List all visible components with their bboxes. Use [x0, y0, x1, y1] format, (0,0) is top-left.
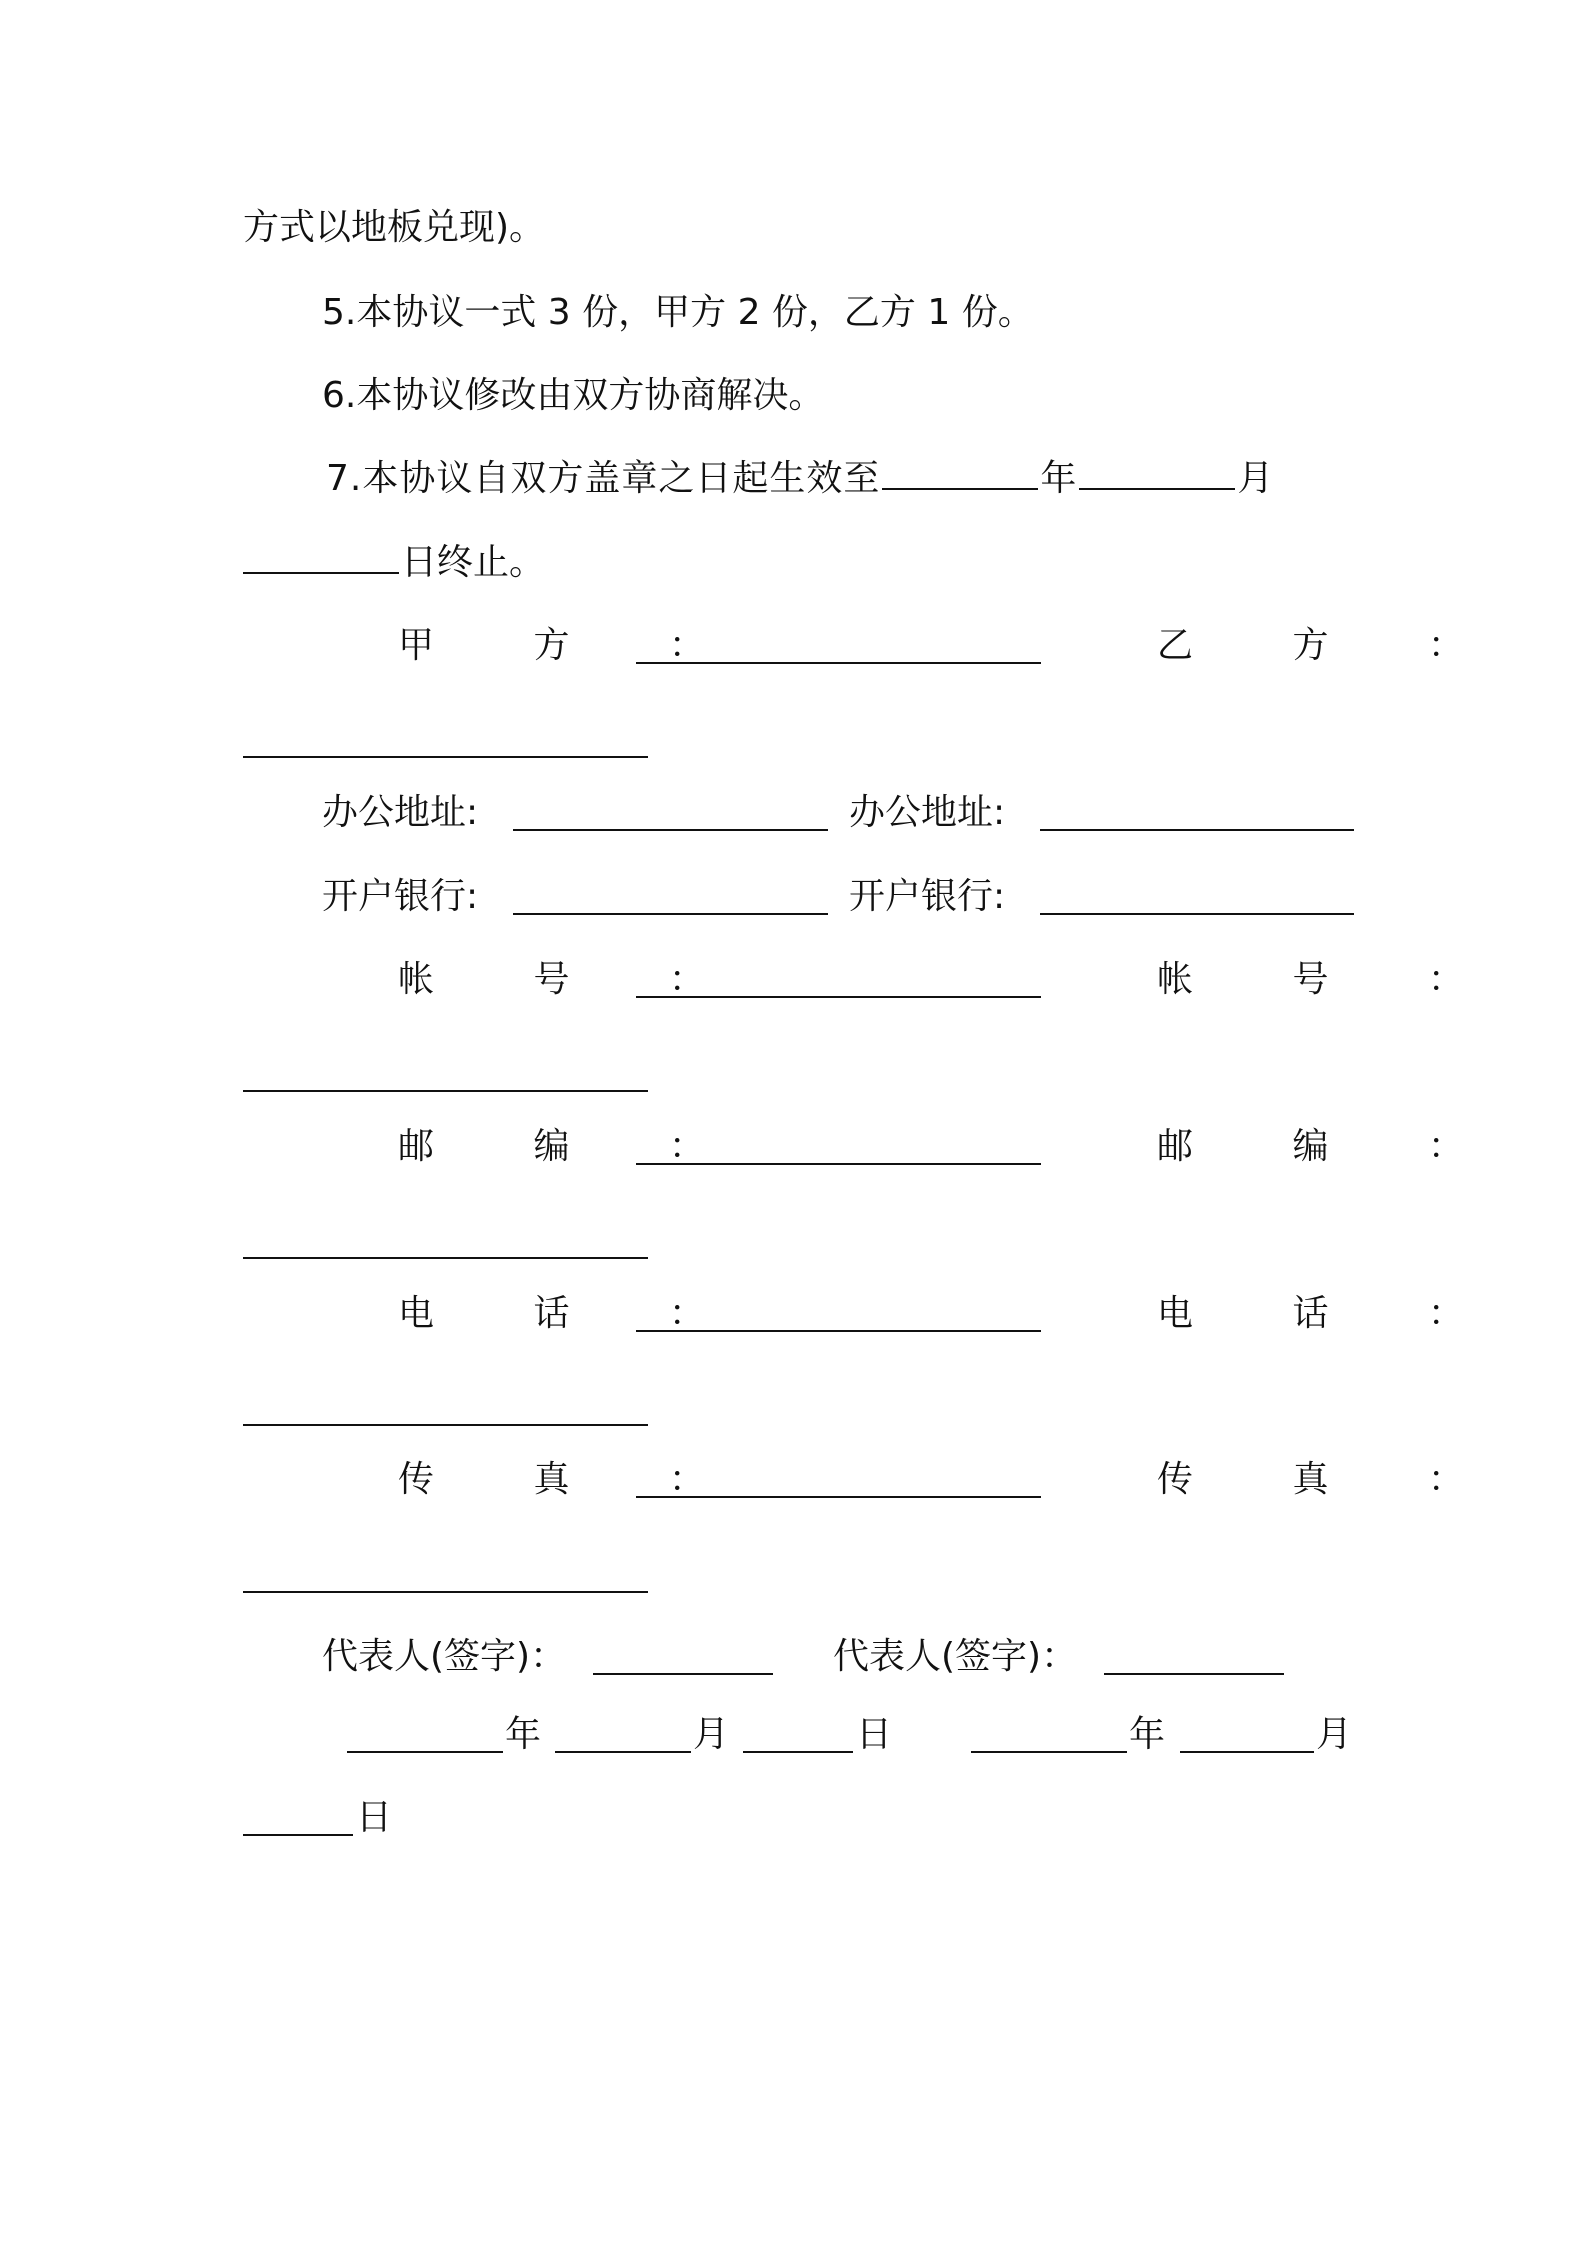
effective-year-blank[interactable]	[882, 458, 1038, 490]
party-b-date-day-label: 日	[356, 1797, 393, 1838]
party-b-representative-blank[interactable]	[1104, 1673, 1284, 1675]
clause-7	[326, 456, 1274, 502]
clause-7-end	[243, 540, 545, 586]
party-b-bank-blank[interactable]	[1040, 913, 1354, 915]
party-b-account-label: 帐 号 ：	[1157, 959, 1508, 1000]
party-a-fax-label: 传 真 ：	[398, 1459, 749, 1500]
party-a-account-blank[interactable]	[636, 996, 1041, 998]
party-b-fax-label: 传 真 ：	[1157, 1459, 1508, 1500]
party-a-date-day-blank[interactable]	[743, 1751, 853, 1753]
party-b-fax-blank[interactable]	[243, 1591, 648, 1593]
party-a-date-month-blank[interactable]	[555, 1751, 691, 1753]
party-a-label: 甲 方 ：	[398, 625, 749, 666]
clause-7-text: 7.本协议自双方盖章之日起生效至	[326, 458, 881, 499]
party-a-bank-blank[interactable]	[513, 913, 828, 915]
party-a-date-year-blank[interactable]	[347, 1751, 503, 1753]
party-a-postcode-blank[interactable]	[636, 1163, 1041, 1165]
party-b-date-day-blank[interactable]	[243, 1834, 353, 1836]
party-b-date-year-blank[interactable]	[971, 1751, 1127, 1753]
party-b-bank-label: 开户银行:	[849, 876, 1006, 917]
party-a-office-address-blank[interactable]	[513, 829, 828, 831]
clause-6: 6.本协议修改由双方协商解决。	[322, 375, 825, 416]
party-b-phone-label: 电 话 ：	[1157, 1293, 1508, 1334]
clause-5: 5.本协议一式 3 份，甲方 2 份，乙方 1 份。	[322, 292, 1034, 333]
party-b-label: 乙 方 ：	[1157, 625, 1508, 666]
party-b-postcode-label: 邮 编 ：	[1157, 1126, 1508, 1167]
party-b-date-year-label: 年	[1129, 1714, 1166, 1755]
effective-day-blank[interactable]	[243, 542, 399, 574]
party-b-date-month-label: 月	[1316, 1714, 1353, 1755]
party-a-date-month-label: 月	[693, 1714, 730, 1755]
party-a-office-address-label: 办公地址:	[322, 792, 479, 833]
effective-month-blank[interactable]	[1079, 458, 1235, 490]
party-b-phone-blank[interactable]	[243, 1424, 648, 1426]
clause-7-month: 月	[1237, 458, 1275, 499]
party-b-office-address-blank[interactable]	[1040, 829, 1354, 831]
party-b-account-blank[interactable]	[243, 1090, 648, 1092]
party-b-blank[interactable]	[243, 756, 648, 758]
party-a-bank-label: 开户银行:	[322, 876, 479, 917]
party-a-date-year-label: 年	[505, 1714, 542, 1755]
party-b-postcode-blank[interactable]	[243, 1257, 648, 1259]
clause-7-year: 年	[1040, 458, 1078, 499]
party-a-phone-blank[interactable]	[636, 1330, 1041, 1332]
party-a-representative-blank[interactable]	[593, 1673, 773, 1675]
party-a-phone-label: 电 话 ：	[398, 1293, 749, 1334]
party-a-blank[interactable]	[636, 662, 1041, 664]
party-a-postcode-label: 邮 编 ：	[398, 1126, 749, 1167]
clause-7-day: 日终止。	[401, 542, 546, 583]
party-b-representative-label: 代表人(签字)：	[833, 1636, 1078, 1677]
party-a-fax-blank[interactable]	[636, 1496, 1041, 1498]
party-b-date-month-blank[interactable]	[1180, 1751, 1314, 1753]
party-a-representative-label: 代表人(签字)：	[322, 1636, 567, 1677]
party-a-date-day-label: 日	[856, 1714, 893, 1755]
party-b-office-address-label: 办公地址:	[849, 792, 1006, 833]
paragraph-continuation: 方式以地板兑现)。	[243, 207, 546, 248]
party-a-account-label: 帐 号 ：	[398, 959, 749, 1000]
